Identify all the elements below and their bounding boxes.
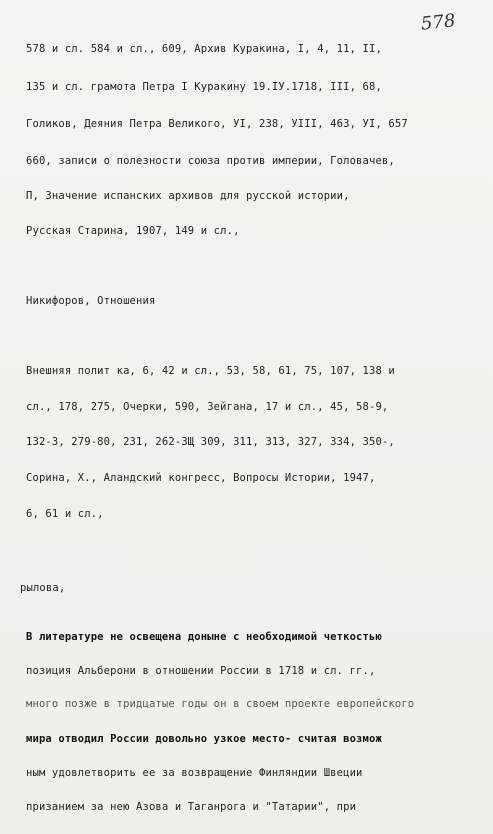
text-line-3: Голиков, Деяния Петра Великого, УI, 238, УIII, 463, УI, 657 xyxy=(26,118,408,130)
text-line-18: ным удовлетворить ее за возвращение Финляндии Швеции xyxy=(26,767,363,779)
text-line-9: сл., 178, 275, Очерки, 590, Зейгана, 17 и сл., 45, 58-9, xyxy=(26,401,389,413)
text-line-6: Русская Старина, 1907, 149 и сл., xyxy=(26,225,240,237)
text-line-19: призанием за нею Азова и Таганрога и "Татарии", при xyxy=(26,801,357,813)
text-line-15: позиция Альберони в отношении России в 1718 и сл. гг., xyxy=(26,665,376,677)
page-number: 578 xyxy=(419,10,457,35)
text-line-5: П, Значение испанских архивов для русской истории, xyxy=(26,190,350,202)
text-line-11: Сорина, Х., Аландский конгресс, Вопросы Истории, 1947, xyxy=(26,472,376,484)
text-line-8: Внешняя полит ка, 6, 42 и сл., 53, 58, 61, 75, 107, 138 и xyxy=(26,365,395,377)
text-line-10: 132-3, 279-80, 231, 262-3Щ 309, 311, 313, 327, 334, 350-, xyxy=(26,436,395,448)
text-line-13: рылова, xyxy=(20,582,66,594)
text-line-7: Никифоров, Отношения xyxy=(26,295,156,307)
text-line-4: 660, записи о полезности союза против империи, Головачев, xyxy=(26,155,395,167)
text-line-12: 6, 61 и сл., xyxy=(26,508,104,520)
text-line-1: 578 и сл. 584 и сл., 609, Архив Куракина, I, 4, 11, II, xyxy=(26,43,382,55)
text-line-16: много позже в тридцатые годы он в своем проекте европейского xyxy=(26,698,415,710)
text-line-14: В литературе не освещена доныне с необходимой четкостью xyxy=(26,631,382,643)
text-line-2: 135 и сл. грамота Петра I Куракину 19.IУ.1718, III, 68, xyxy=(26,81,382,93)
text-line-17: мира отводил России довольно узкое место- считая возмож xyxy=(26,733,382,745)
